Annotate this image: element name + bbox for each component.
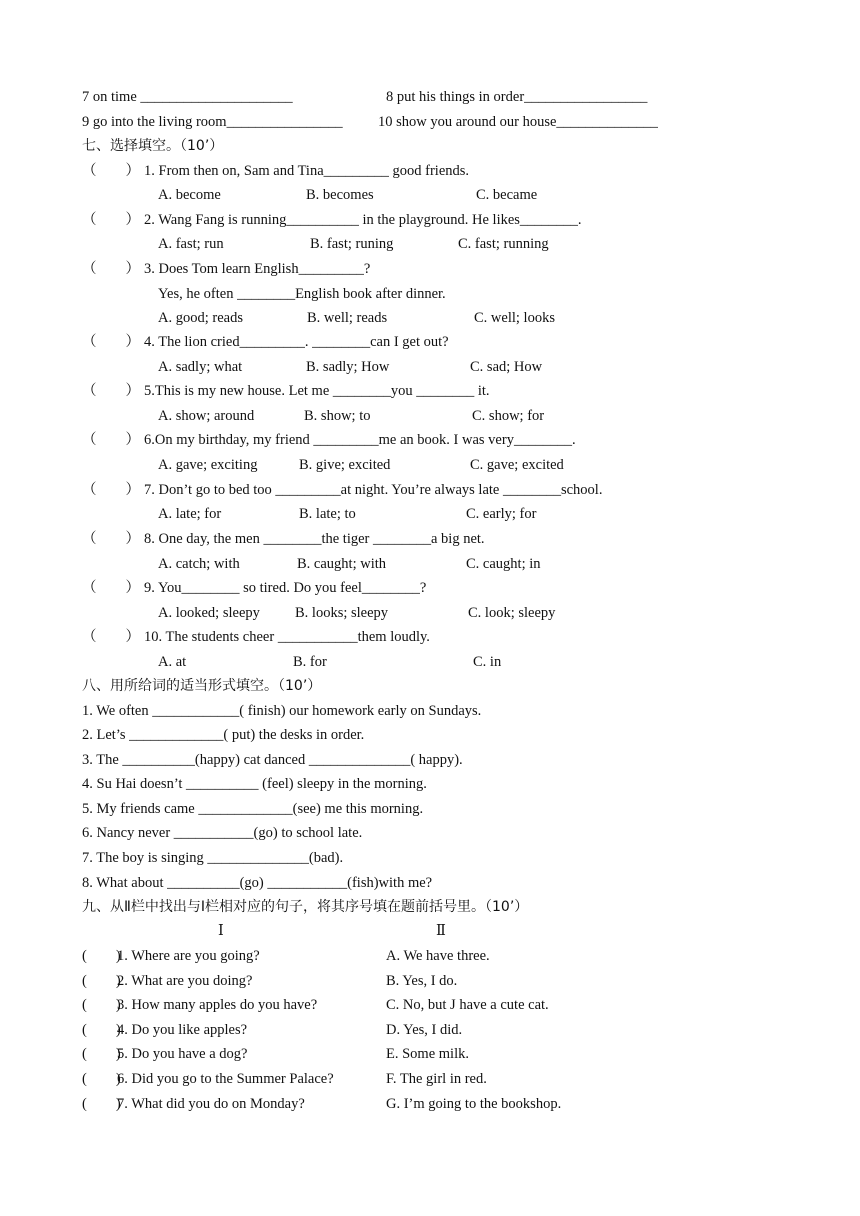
q8-stem: 8. One day, the men ________the tiger ________a big net. [144,531,485,547]
match-question-5: 5. Do you have a dog? [117,1046,248,1062]
fill-item-8: 8. What about __________(go) ___________(fish)with me? [82,875,433,891]
match-question-2: 2. What are you doing? [117,973,253,989]
q2-bracket: （ ） [82,212,140,228]
q4-option-c: C. sad; How [470,359,543,375]
q10-option-a: A. at [158,654,187,670]
phrase-10: 10 show you around our house______________ [378,114,658,130]
q8-option-c: C. caught; in [466,556,541,572]
match-bracket-5: ( ) [82,1046,121,1062]
match-answer-b: B. Yes, I do. [386,973,458,989]
q5-bracket: （ ） [82,383,140,399]
match-bracket-3: ( ) [82,997,121,1013]
match-question-7: 7. What did you do on Monday? [117,1096,305,1112]
q5-option-c: C. show; for [472,408,545,424]
q2-stem: 2. Wang Fang is running__________ in the playground. He likes________. [144,212,582,228]
q5-option-b: B. show; to [304,408,371,424]
q8-option-b: B. caught; with [297,556,387,572]
fill-item-7: 7. The boy is singing ______________(bad). [82,850,344,866]
q1-option-b: B. becomes [306,187,374,203]
q7-bracket: （ ） [82,482,140,498]
section-8-heading: 八、用所给词的适当形式填空。（10’） [82,678,322,694]
fill-item-2: 2. Let’s _____________( put) the desks in order. [82,727,365,743]
q3-bracket: （ ） [82,261,140,277]
q3-stem: 3. Does Tom learn English_________? [144,261,371,277]
q7-option-b: B. late; to [299,506,356,522]
phrase-9: 9 go into the living room________________ [82,114,343,130]
q6-bracket: （ ） [82,432,140,448]
match-bracket-7: ( ) [82,1096,121,1112]
q10-bracket: （ ） [82,629,140,645]
phrase-8: 8 put his things in order_________________ [386,89,648,105]
match-answer-a: A. We have three. [386,948,490,964]
fill-item-1: 1. We often ____________( finish) our homework early on Sundays. [82,703,482,719]
q4-option-a: A. sadly; what [158,359,243,375]
match-question-6: 6. Did you go to the Summer Palace? [117,1071,334,1087]
q3-stem-2: Yes, he often ________English book after dinner. [158,286,446,302]
q6-option-a: A. gave; exciting [158,457,258,473]
q3-option-b: B. well; reads [307,310,388,326]
match-bracket-4: ( ) [82,1022,121,1038]
q6-stem: 6.On my birthday, my friend _________me an book. I was very________. [144,432,576,448]
q1-option-c: C. became [476,187,538,203]
q9-option-c: C. look; sleepy [468,605,556,621]
match-answer-c: C. No, but J have a cute cat. [386,997,549,1013]
q9-bracket: （ ） [82,580,140,596]
match-answer-d: D. Yes, I did. [386,1022,463,1038]
column-1-header: Ⅰ [218,923,224,939]
match-bracket-1: ( ) [82,948,121,964]
q9-option-a: A. looked; sleepy [158,605,260,621]
q1-option-a: A. become [158,187,221,203]
q10-stem: 10. The students cheer ___________them loudly. [144,629,430,645]
match-question-4: 4. Do you like apples? [117,1022,248,1038]
fill-item-5: 5. My friends came _____________(see) me this morning. [82,801,424,817]
q2-option-b: B. fast; runing [310,236,394,252]
fill-item-3: 3. The __________(happy) cat danced ______________( happy). [82,752,463,768]
q3-option-c: C. well; looks [474,310,555,326]
q7-option-c: C. early; for [466,506,537,522]
q8-bracket: （ ） [82,531,140,547]
section-7-heading: 七、选择填空。（10’） [82,138,224,154]
q1-stem: 1. From then on, Sam and Tina_________ good friends. [144,163,470,179]
q9-stem: 9. You________ so tired. Do you feel________? [144,580,427,596]
match-question-3: 3. How many apples do you have? [117,997,318,1013]
section-9-heading: 九、从Ⅱ栏中找出与Ⅰ栏相对应的句子，将其序号填在题前括号里。（10’） [82,899,529,915]
q1-bracket: （ ） [82,163,140,179]
match-answer-f: F. The girl in red. [386,1071,487,1087]
q6-option-b: B. give; excited [299,457,391,473]
q4-option-b: B. sadly; How [306,359,390,375]
match-answer-g: G. I’m going to the bookshop. [386,1096,562,1112]
q2-option-c: C. fast; running [458,236,549,252]
q10-option-c: C. in [473,654,502,670]
q4-bracket: （ ） [82,334,140,350]
fill-item-4: 4. Su Hai doesn’t __________ (feel) sleepy in the morning. [82,776,427,792]
q8-option-a: A. catch; with [158,556,240,572]
fill-item-6: 6. Nancy never ___________(go) to school late. [82,825,363,841]
q5-option-a: A. show; around [158,408,255,424]
match-bracket-2: ( ) [82,973,121,989]
match-bracket-6: ( ) [82,1071,121,1087]
q7-option-a: A. late; for [158,506,222,522]
q7-stem: 7. Don’t go to bed too _________at night. You’re always late ________school. [144,482,603,498]
q5-stem: 5.This is my new house. Let me ________you ________ it. [144,383,490,399]
q9-option-b: B. looks; sleepy [295,605,389,621]
q4-stem: 4. The lion cried_________. ________can I get out? [144,334,449,350]
column-2-header: Ⅱ [436,923,446,939]
q10-option-b: B. for [293,654,327,670]
q2-option-a: A. fast; run [158,236,224,252]
match-question-1: 1. Where are you going? [117,948,260,964]
q3-option-a: A. good; reads [158,310,243,326]
q6-option-c: C. gave; excited [470,457,564,473]
phrase-7: 7 on time _____________________ [82,89,293,105]
match-answer-e: E. Some milk. [386,1046,469,1062]
